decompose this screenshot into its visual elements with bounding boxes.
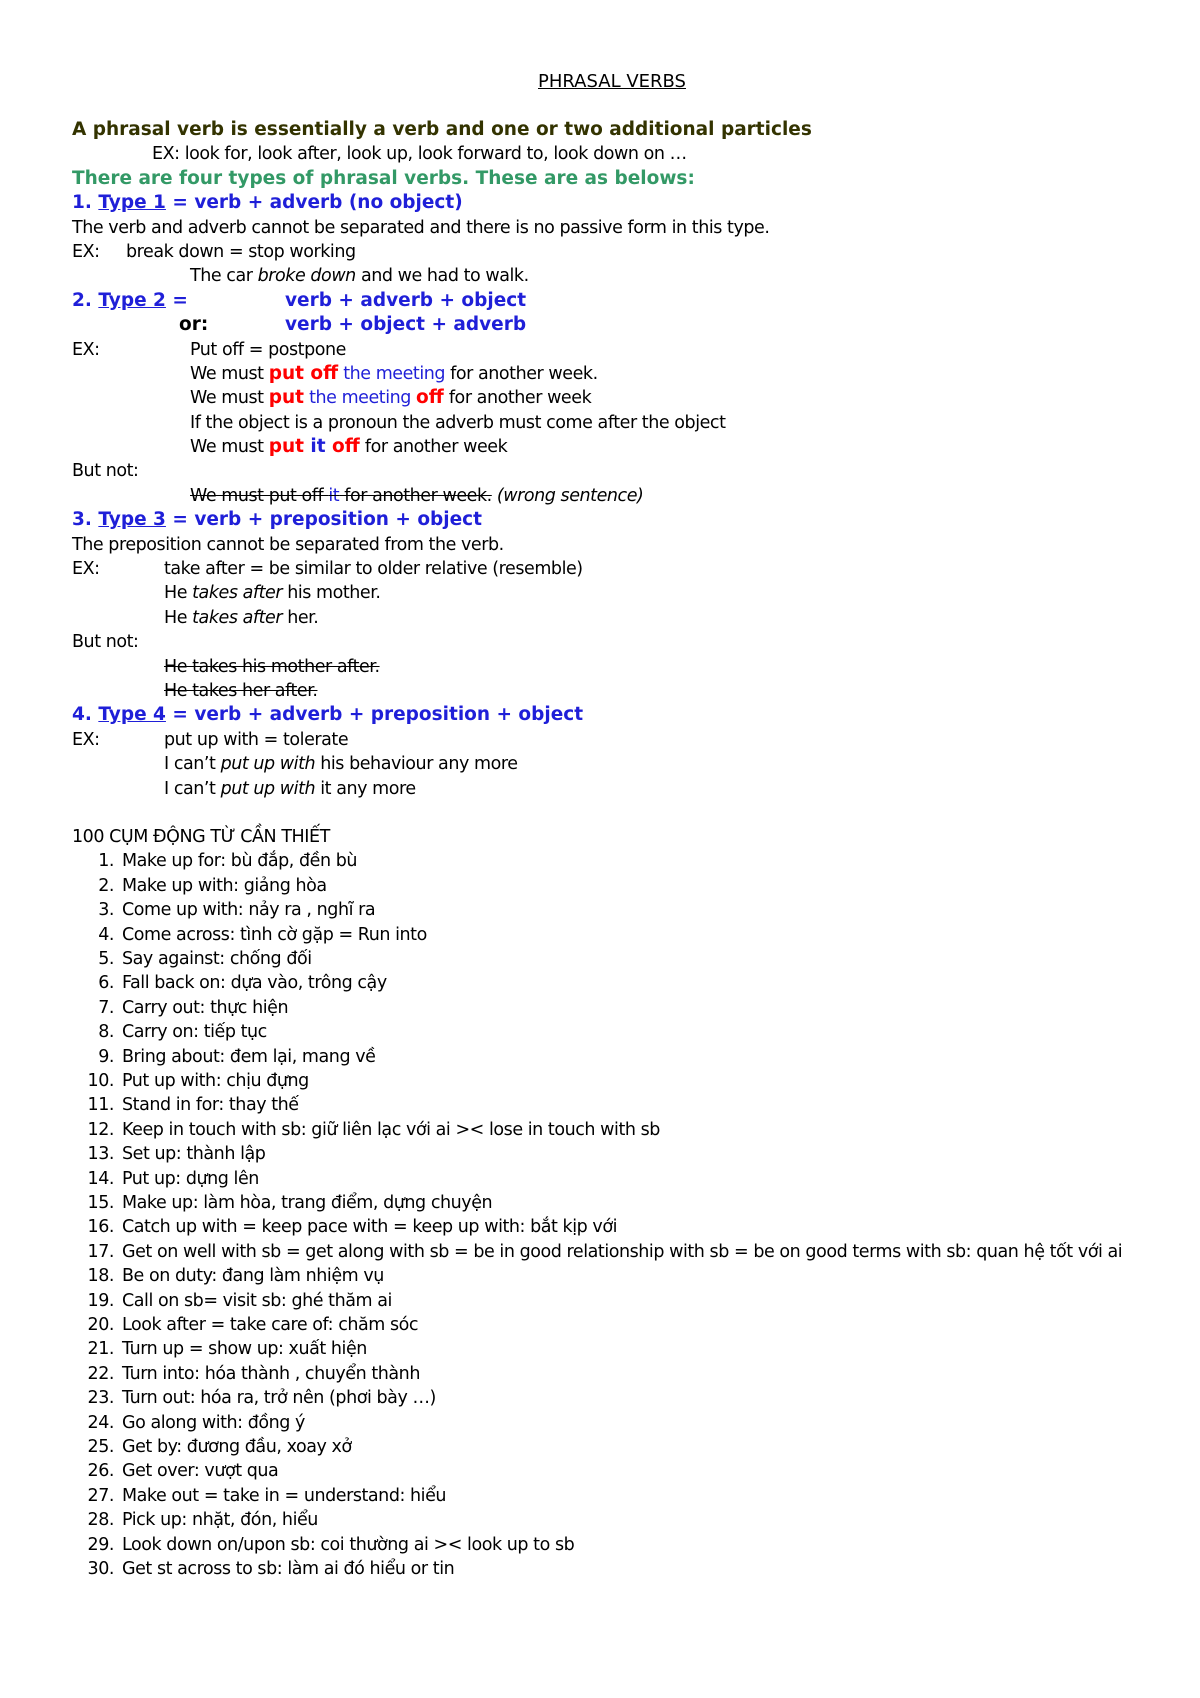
list-item-text: Make out = take in = understand: hiểu xyxy=(122,1485,447,1506)
list-item xyxy=(72,971,1132,995)
sentence-text: his mother. xyxy=(282,583,381,604)
list-item-text: Catch up with = keep pace with = keep up with: bắt kịp với xyxy=(122,1217,617,1238)
list-item-text: Set up: thành lập xyxy=(122,1144,266,1165)
wrong-example xyxy=(190,486,492,506)
list-item xyxy=(72,1215,1132,1239)
list-item xyxy=(72,923,1132,947)
list-item-text: Come across: tình cờ gặp = Run into xyxy=(122,924,427,945)
type2-formula1: verb + adverb + object xyxy=(285,289,527,311)
list-item-number: 7. xyxy=(98,997,114,1018)
sentence-text: We must xyxy=(190,437,269,458)
list-item-number: 27. xyxy=(87,1485,114,1506)
list-item xyxy=(72,1508,1132,1532)
list-item-text: Make up with: giảng hòa xyxy=(122,875,327,896)
list-item xyxy=(72,1362,1132,1386)
type2-example-definition: Put off = postpone xyxy=(190,339,346,360)
type4-sentence-2 xyxy=(72,777,1132,801)
ex-label: EX: xyxy=(72,729,100,750)
list-item-text: Come up with: nảy ra , nghĩ ra xyxy=(122,900,376,921)
list-item xyxy=(72,1264,1132,1288)
list-item-text: Call on sb= visit sb: ghé thăm ai xyxy=(122,1290,392,1311)
list-item-text: Make up for: bù đắp, đền bù xyxy=(122,851,358,872)
list-item-text: Put up with: chịu đựng xyxy=(122,1070,309,1091)
spacer xyxy=(72,94,1132,118)
list-item xyxy=(72,1411,1132,1435)
sentence-text: We must xyxy=(190,363,269,384)
list-item xyxy=(72,1337,1132,1361)
type2-formula2: verb + object + adverb xyxy=(285,314,527,336)
sentence-text: I can’t xyxy=(164,754,221,775)
type4-link[interactable]: Type 4 xyxy=(98,704,166,726)
list-item xyxy=(72,947,1132,971)
list-item-number: 25. xyxy=(87,1437,114,1458)
list-item-text: Make up: làm hòa, trang điểm, dựng chuyện xyxy=(122,1193,493,1214)
list-item xyxy=(72,1557,1132,1581)
type2-alt-formula xyxy=(72,313,1132,337)
list-item xyxy=(72,1240,1132,1264)
type2-link[interactable]: Type 2 xyxy=(98,289,166,311)
type4-sentence-1 xyxy=(72,752,1132,776)
type2-but-not: But not: xyxy=(72,461,139,482)
list-item-number: 26. xyxy=(87,1461,114,1482)
object-highlight: it xyxy=(303,436,333,458)
list-item-text: Get over: vượt qua xyxy=(122,1461,279,1482)
phrasal-verb-list xyxy=(72,849,1132,1581)
sentence-text: it any more xyxy=(315,778,416,799)
type2-sentence-2 xyxy=(72,386,1132,410)
type3-wrong-1: He takes his mother after. xyxy=(164,656,380,677)
phrasal-verb-italic: takes after xyxy=(192,583,283,604)
sentence-text: for another week xyxy=(359,437,508,458)
verb-highlight: put xyxy=(268,387,304,409)
list-item-number: 23. xyxy=(87,1388,114,1409)
sentence-text: The car xyxy=(190,266,258,287)
list-item-text: Stand in for: thay thế xyxy=(122,1095,299,1116)
list-item-number: 1. xyxy=(98,851,114,872)
verb-highlight: put off xyxy=(268,362,339,384)
list-item-text: Turn out: hóa ra, trở nên (phơi bày …) xyxy=(122,1388,436,1409)
type2-heading xyxy=(72,289,1132,313)
object-highlight: the meeting xyxy=(303,388,417,409)
list-item-text: Say against: chống đối xyxy=(122,948,312,969)
list-item xyxy=(72,996,1132,1020)
type4-example-definition: put up with = tolerate xyxy=(164,729,349,750)
list-item-number: 13. xyxy=(87,1144,114,1165)
type3-description: The preposition cannot be separated from the verb. xyxy=(72,534,504,555)
list-item-number: 8. xyxy=(98,1022,114,1043)
type2-sentence-1 xyxy=(72,362,1132,386)
type1-description: The verb and adverb cannot be separated and there is no passive form in this type. xyxy=(72,217,770,238)
list-item xyxy=(72,1142,1132,1166)
list-item-number: 19. xyxy=(87,1290,114,1311)
list-item-number: 17. xyxy=(87,1241,114,1262)
list-item-text: Get on well with sb = get along with sb = be in good relationship with sb = be on good terms with sb: quan hệ tốt với ai xyxy=(122,1241,1123,1262)
phrasal-verb-italic: put up with xyxy=(220,754,316,775)
list-item-text: Carry on: tiếp tục xyxy=(122,1022,267,1043)
list-item-number: 5. xyxy=(98,948,114,969)
list-item-number: 2. xyxy=(98,875,114,896)
type3-sentence-2 xyxy=(72,606,1132,630)
list-item-number: 6. xyxy=(98,973,114,994)
type4-formula: = verb + adverb + preposition + object xyxy=(165,704,584,726)
type3-formula: = verb + preposition + object xyxy=(165,509,482,531)
type3-example xyxy=(72,557,1132,581)
sentence-text: We must put off xyxy=(190,485,329,506)
sentence-text: and we had to walk. xyxy=(355,266,529,287)
intro-examples: EX: look for, look after, look up, look forward to, look down on … xyxy=(152,144,687,165)
type3-but-not: But not: xyxy=(72,632,139,653)
type1-heading xyxy=(72,191,1132,215)
sentence-text: for another week. xyxy=(445,363,598,384)
list-item-number: 24. xyxy=(87,1412,114,1433)
document-page xyxy=(72,70,1132,1582)
list-item-text: Carry out: thực hiện xyxy=(122,997,289,1018)
list-item xyxy=(72,1191,1132,1215)
page-title: PHRASAL VERBS xyxy=(538,71,686,92)
list-item-number: 14. xyxy=(87,1168,114,1189)
type3-example-definition: take after = be similar to older relative (resemble) xyxy=(164,559,583,580)
list-item-text: Get st across to sb: làm ai đó hiểu or tin xyxy=(122,1559,455,1580)
type3-link[interactable]: Type 3 xyxy=(98,509,166,531)
list-item-number: 4. xyxy=(98,924,114,945)
list-item-number: 10. xyxy=(87,1070,114,1091)
type1-formula: = verb + adverb (no object) xyxy=(165,192,463,214)
ex-label: EX: xyxy=(72,241,100,262)
list-item xyxy=(72,1484,1132,1508)
type1-example-sentence xyxy=(72,264,1132,288)
sentence-text: his behaviour any more xyxy=(315,754,518,775)
phrasal-verb-italic: broke down xyxy=(257,266,356,287)
list-item-text: Bring about: đem lại, mang về xyxy=(122,1046,376,1067)
sentence-text: for another week. xyxy=(339,485,492,506)
list-item-text: Be on duty: đang làm nhiệm vụ xyxy=(122,1266,384,1287)
list-item-text: Look down on/upon sb: coi thường ai >< look up to sb xyxy=(122,1534,575,1555)
list-item-number: 16. xyxy=(87,1217,114,1238)
list-item-number: 18. xyxy=(87,1266,114,1287)
adverb-highlight: off xyxy=(416,387,444,409)
list-heading: 100 CỤM ĐỘNG TỪ CẦN THIẾT xyxy=(72,826,330,847)
list-item-number: 21. xyxy=(87,1339,114,1360)
list-item-number: 20. xyxy=(87,1315,114,1336)
spacer xyxy=(72,801,1132,825)
type3-number: 3. xyxy=(72,509,99,531)
list-item-number: 30. xyxy=(87,1559,114,1580)
type4-number: 4. xyxy=(72,704,99,726)
type3-heading xyxy=(72,508,1132,532)
types-intro: There are four types of phrasal verbs. These are as belows: xyxy=(72,167,695,189)
list-item-number: 12. xyxy=(87,1119,114,1140)
type2-rule: If the object is a pronoun the adverb must come after the object xyxy=(190,412,726,433)
list-item xyxy=(72,849,1132,873)
list-item xyxy=(72,1435,1132,1459)
list-item-text: Put up: dựng lên xyxy=(122,1168,259,1189)
type1-example xyxy=(72,240,1132,264)
list-item xyxy=(72,1045,1132,1069)
sentence-text: He xyxy=(164,607,193,628)
sentence-text: for another week xyxy=(443,388,592,409)
list-item-number: 3. xyxy=(98,900,114,921)
list-item xyxy=(72,1020,1132,1044)
phrasal-verb-italic: takes after xyxy=(192,607,283,628)
list-item-text: Pick up: nhặt, đón, hiểu xyxy=(122,1510,318,1531)
verb-highlight: put xyxy=(268,436,304,458)
type4-example xyxy=(72,728,1132,752)
list-item xyxy=(72,1533,1132,1557)
list-item-text: Turn into: hóa thành , chuyển thành xyxy=(122,1363,420,1384)
object-highlight: it xyxy=(328,485,340,506)
list-item-number: 11. xyxy=(87,1095,114,1116)
list-item xyxy=(72,1093,1132,1117)
ex-label: EX: xyxy=(72,559,100,580)
or-label: or: xyxy=(179,314,209,336)
ex-label: EX: xyxy=(72,339,100,360)
list-item-number: 15. xyxy=(87,1193,114,1214)
list-item xyxy=(72,1386,1132,1410)
type1-example-definition: break down = stop working xyxy=(126,241,356,262)
sentence-text: We must xyxy=(190,388,269,409)
type4-heading xyxy=(72,703,1132,727)
list-item xyxy=(72,1459,1132,1483)
list-item-number: 29. xyxy=(87,1534,114,1555)
type2-wrong-sentence xyxy=(72,484,1132,508)
list-item-number: 28. xyxy=(87,1510,114,1531)
list-item xyxy=(72,1118,1132,1142)
sentence-text: I can’t xyxy=(164,778,221,799)
list-item xyxy=(72,1313,1132,1337)
list-item xyxy=(72,1289,1132,1313)
list-item-text: Turn up = show up: xuất hiện xyxy=(122,1339,367,1360)
list-item-text: Fall back on: dựa vào, trông cậy xyxy=(122,973,387,994)
list-item xyxy=(72,898,1132,922)
phrasal-verb-italic: put up with xyxy=(220,778,316,799)
type2-number: 2. xyxy=(72,289,99,311)
type2-sentence-3 xyxy=(72,435,1132,459)
wrong-note: (wrong sentence) xyxy=(496,485,644,506)
list-item-text: Look after = take care of: chăm sóc xyxy=(122,1315,419,1336)
sentence-text: her. xyxy=(282,607,319,628)
list-item-text: Keep in touch with sb: giữ liên lạc với ai >< lose in touch with sb xyxy=(122,1119,660,1140)
list-item xyxy=(72,874,1132,898)
list-item-number: 9. xyxy=(98,1046,114,1067)
list-item-number: 22. xyxy=(87,1363,114,1384)
definition-heading: A phrasal verb is essentially a verb and one or two additional particles xyxy=(72,119,812,140)
type1-link[interactable]: Type 1 xyxy=(98,192,166,214)
type3-sentence-1 xyxy=(72,581,1132,605)
adverb-highlight: off xyxy=(332,436,360,458)
type2-example xyxy=(72,338,1132,362)
list-item-text: Get by: đương đầu, xoay xở xyxy=(122,1437,352,1458)
object-highlight: the meeting xyxy=(338,363,446,384)
list-item-text: Go along with: đồng ý xyxy=(122,1412,305,1433)
list-item xyxy=(72,1069,1132,1093)
sentence-text: He xyxy=(164,583,193,604)
list-item xyxy=(72,1167,1132,1191)
type1-number: 1. xyxy=(72,192,99,214)
type2-eq: = xyxy=(165,289,188,311)
type3-wrong-2: He takes her after. xyxy=(164,680,318,701)
